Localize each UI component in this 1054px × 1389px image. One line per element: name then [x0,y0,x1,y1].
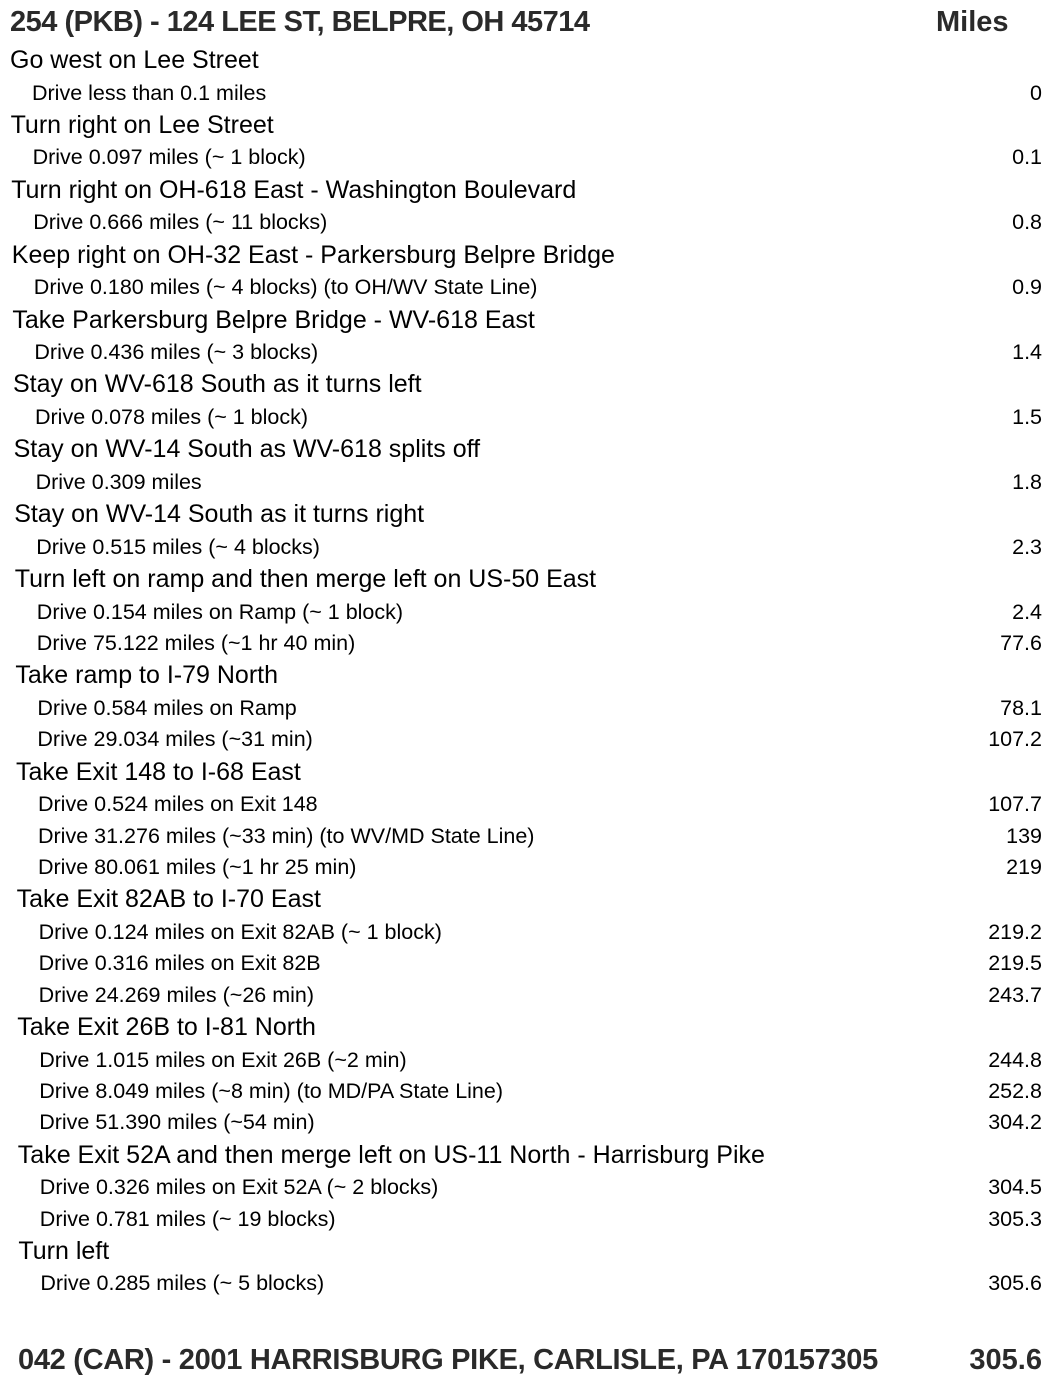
cumulative-miles: 1.5 [1012,404,1042,429]
cumulative-miles: 1.4 [1012,340,1042,365]
drive-row [0,789,1054,820]
step-instruction: Take Exit 52A and then merge left on US-11 North - Harrisburg Pike [17,1140,765,1169]
cumulative-miles: 78.1 [1000,695,1042,720]
drive-row [0,272,1054,303]
drive-row [0,980,1054,1011]
step-instruction: Go west on Lee Street [10,46,259,74]
drive-row [0,1204,1054,1235]
drive-description: Drive 0.309 miles [35,469,202,494]
direction-step [0,883,1054,917]
drive-row [0,852,1054,883]
cumulative-miles: 304.2 [988,1110,1042,1135]
cumulative-miles: 139 [1006,823,1042,848]
direction-step [0,239,1054,273]
cumulative-miles: 2.3 [1012,534,1042,559]
direction-step [0,563,1054,597]
direction-step [0,498,1054,532]
step-instruction: Take Exit 26B to I-81 North [17,1013,316,1042]
direction-step [0,1235,1054,1269]
cumulative-miles: 219.5 [988,951,1042,976]
cumulative-miles: 0 [1030,80,1042,105]
miles-column-header: Miles [936,6,1009,38]
cumulative-miles: 243.7 [988,982,1042,1007]
step-instruction: Turn right on Lee Street [10,110,274,139]
direction-step [0,433,1054,467]
drive-description: Drive 0.524 miles on Exit 148 [38,792,318,817]
cumulative-miles: 77.6 [1000,631,1042,656]
cumulative-miles: 305.6 [988,1271,1042,1296]
direction-step [0,756,1054,790]
step-instruction: Stay on WV-618 South as it turns left [13,370,422,399]
origin-header [0,4,1054,44]
cumulative-miles: 252.8 [988,1078,1042,1103]
drive-row [0,402,1054,433]
drive-description: Drive 29.034 miles (~31 min) [37,727,313,752]
drive-description: Drive 80.061 miles (~1 hr 25 min) [38,854,357,879]
direction-step [0,1011,1054,1045]
step-instruction: Take ramp to I-79 North [15,661,279,690]
drive-description: Drive less than 0.1 miles [32,80,267,105]
drive-description: Drive 0.124 miles on Exit 82AB (~ 1 block) [38,919,442,944]
drive-row [0,821,1054,852]
drive-row [0,1045,1054,1076]
drive-row [0,1172,1054,1203]
drive-description: Drive 51.390 miles (~54 min) [39,1110,315,1135]
cumulative-miles: 107.7 [988,792,1042,817]
drive-description: Drive 0.097 miles (~ 1 block) [32,145,306,170]
drive-description: Drive 0.781 miles (~ 19 blocks) [39,1206,336,1231]
drive-row [0,917,1054,948]
drive-row [0,724,1054,755]
drive-description: Drive 0.154 miles on Ramp (~ 1 block) [36,599,404,624]
direction-step [0,44,1054,78]
destination-footer [0,1342,1054,1384]
drive-row [0,1268,1054,1299]
drive-description: Drive 24.269 miles (~26 min) [38,982,315,1007]
cumulative-miles: 219.2 [988,919,1042,944]
drive-row [0,467,1054,498]
step-instruction: Turn left on ramp and then merge left on US-50 East [14,565,597,594]
step-instruction: Take Parkersburg Belpre Bridge - WV-618 East [12,305,535,334]
drive-description: Drive 0.666 miles (~ 11 blocks) [33,210,328,235]
drive-row [0,142,1054,173]
cumulative-miles: 219 [1006,854,1042,879]
direction-step [0,109,1054,143]
cumulative-miles: 244.8 [988,1047,1042,1072]
drive-row [0,532,1054,563]
direction-step [0,659,1054,693]
step-instruction: Keep right on OH-32 East - Parkersburg Belpre Bridge [11,240,615,269]
step-instruction: Take Exit 82AB to I-70 East [16,885,321,914]
cumulative-miles: 304.5 [988,1175,1042,1200]
drive-row [0,628,1054,659]
drive-row [0,207,1054,238]
drive-description: Drive 8.049 miles (~8 min) (to MD/PA State Line) [39,1078,504,1103]
drive-row [0,1107,1054,1138]
directions-list [0,44,1054,1300]
direction-step [0,304,1054,338]
drive-row [0,693,1054,724]
cumulative-miles: 2.4 [1012,599,1042,624]
cumulative-miles: 0.9 [1012,275,1042,300]
direction-step [0,1139,1054,1173]
destination-address: 042 (CAR) - 2001 HARRISBURG PIKE, CARLISLE, PA 170157305 [18,1344,878,1376]
direction-step [0,174,1054,208]
cumulative-miles: 1.8 [1012,469,1042,494]
step-instruction: Turn left [18,1236,110,1265]
drive-row [0,78,1054,109]
drive-description: Drive 0.180 miles (~ 4 blocks) (to OH/WV State Line) [33,275,538,300]
total-miles: 305.6 [969,1344,1042,1376]
drive-description: Drive 31.276 miles (~33 min) (to WV/MD State Line) [38,823,535,848]
cumulative-miles: 305.3 [988,1206,1042,1231]
origin-address: 254 (PKB) - 124 LEE ST, BELPRE, OH 45714 [10,6,590,38]
drive-description: Drive 1.015 miles on Exit 26B (~2 min) [39,1047,407,1072]
drive-description: Drive 0.436 miles (~ 3 blocks) [34,340,319,365]
drive-description: Drive 0.285 miles (~ 5 blocks) [40,1271,325,1296]
step-instruction: Stay on WV-14 South as it turns right [14,500,425,529]
cumulative-miles: 0.8 [1012,210,1042,235]
step-instruction: Turn right on OH-618 East - Washington Boulevard [11,175,577,204]
drive-row [0,1076,1054,1107]
drive-description: Drive 0.515 miles (~ 4 blocks) [36,534,320,559]
direction-step [0,368,1054,402]
drive-description: Drive 0.326 miles on Exit 52A (~ 2 blocks) [39,1175,439,1200]
drive-description: Drive 0.584 miles on Ramp [37,695,297,720]
cumulative-miles: 0.1 [1012,145,1042,170]
drive-row [0,337,1054,368]
drive-row [0,948,1054,979]
step-instruction: Stay on WV-14 South as WV-618 splits off [13,435,481,464]
drive-description: Drive 0.078 miles (~ 1 block) [35,404,309,429]
drive-description: Drive 0.316 miles on Exit 82B [38,951,321,976]
drive-row [0,597,1054,628]
step-instruction: Take Exit 148 to I-68 East [16,757,301,786]
drive-description: Drive 75.122 miles (~1 hr 40 min) [36,631,356,656]
cumulative-miles: 107.2 [988,727,1042,752]
